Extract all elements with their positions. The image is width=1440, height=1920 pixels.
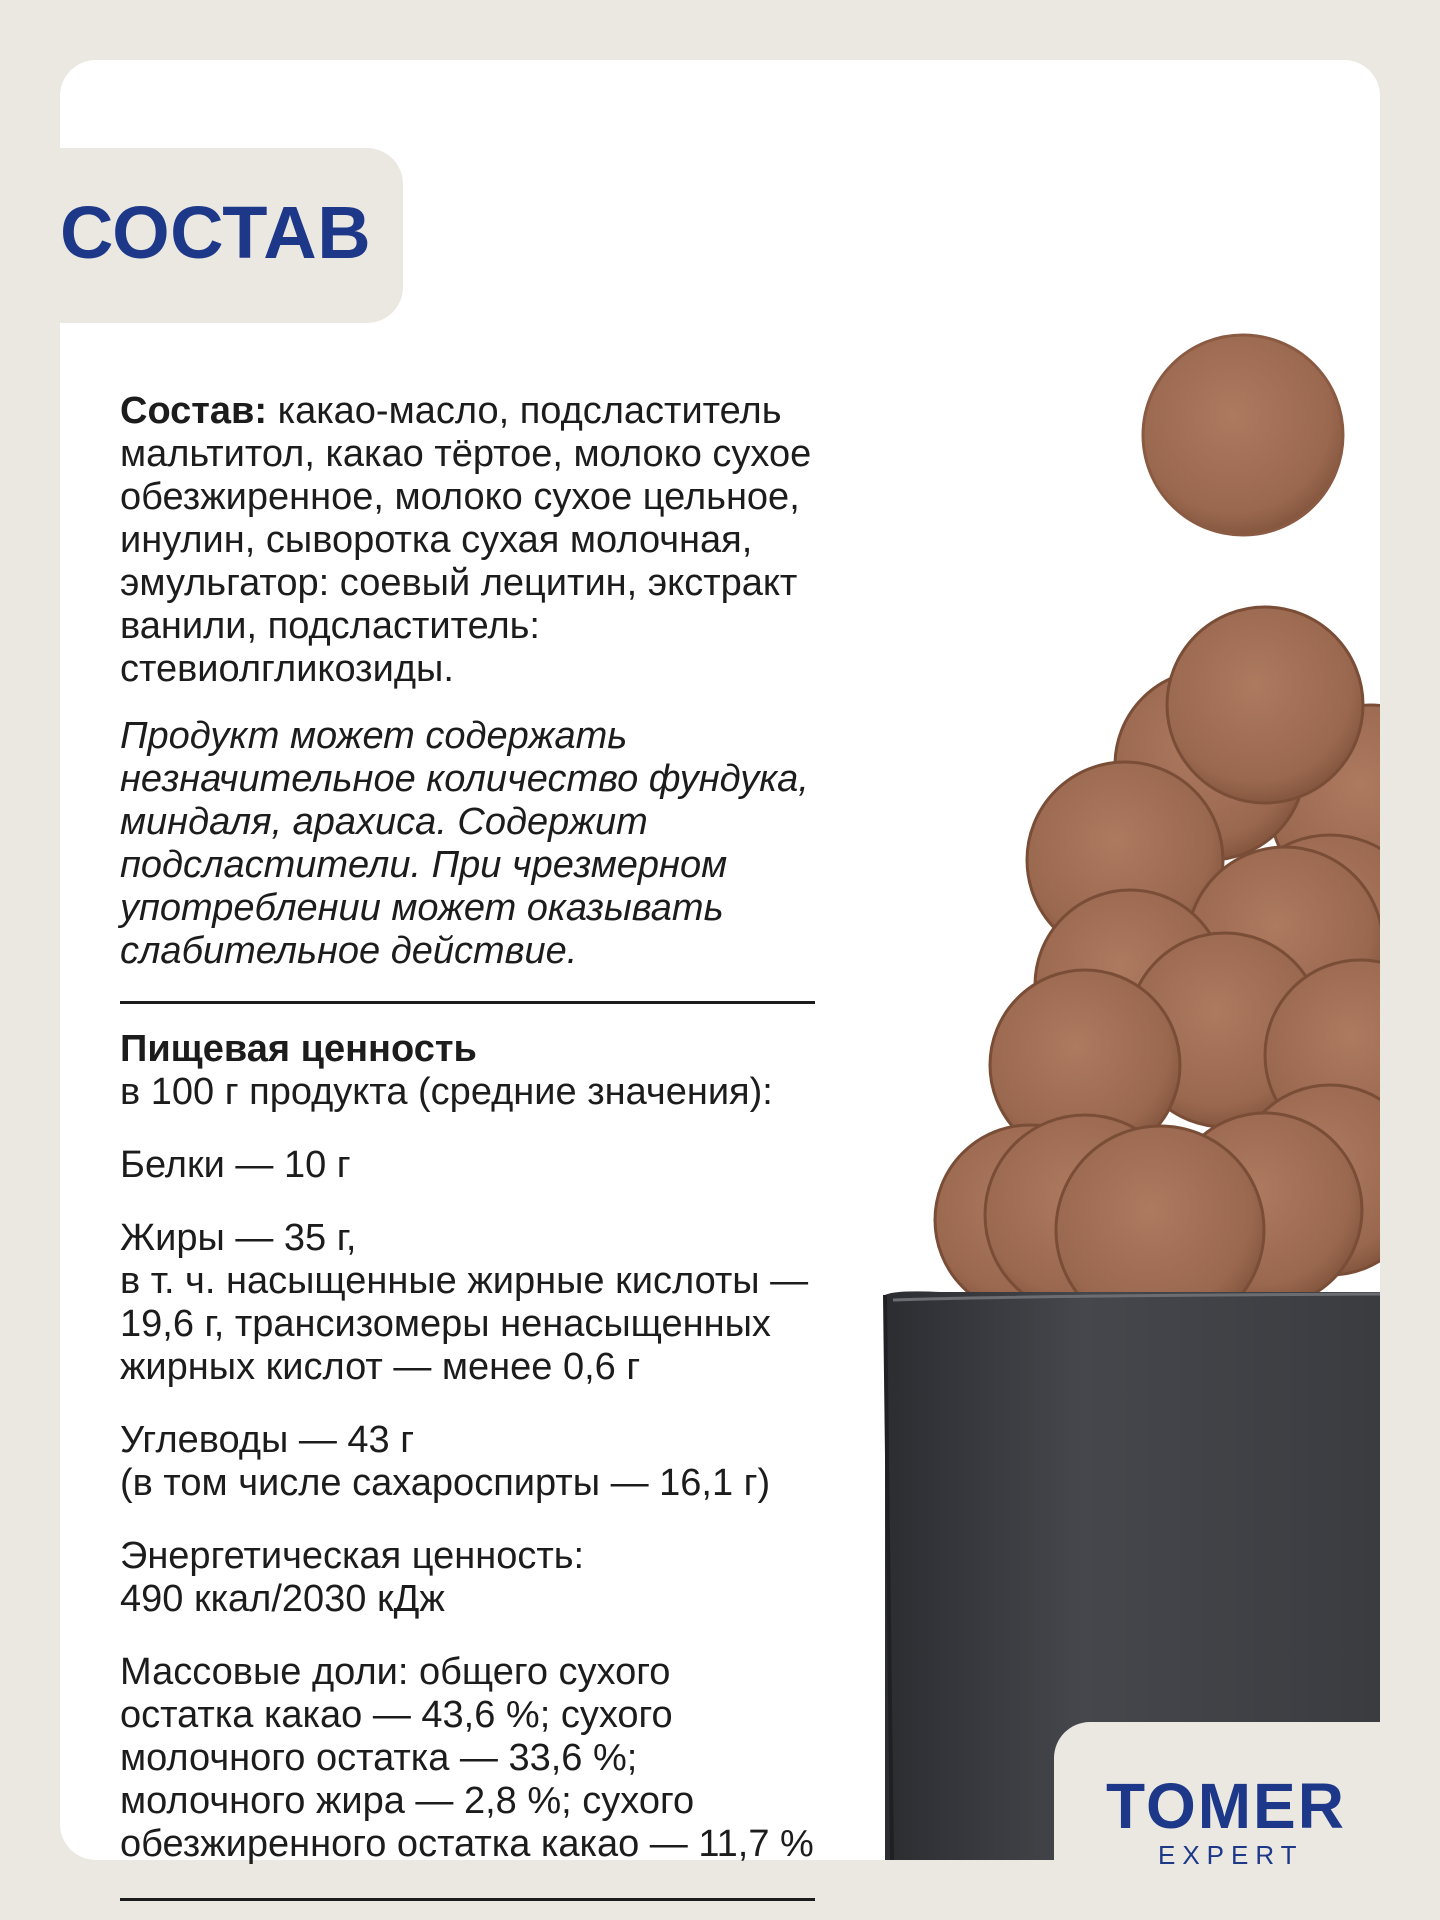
- mass-fraction-line: молочного жира — 2,8 %; сухого: [120, 1780, 695, 1822]
- composition-ingredients: какао-масло, подсластитель мальтитол, какао тёртое, молоко сухое обезжиренное, молоко сухое цельное, инулин, сыворотка сухая молочная, эмульгатор: соевый лецитин, экстракт ванили, подсластитель: стевиолгликозиды.: [120, 390, 812, 690]
- brand-subname: EXPERT: [1158, 1840, 1304, 1870]
- divider-top: [120, 1001, 815, 1004]
- nutrition-fat-detail: жирных кислот — менее 0,6 г: [120, 1346, 641, 1388]
- mass-fraction-line: Массовые доли: общего сухого: [120, 1651, 671, 1693]
- nutrition-energy-label: Энергетическая ценность:: [120, 1535, 585, 1577]
- nutrition-fat-detail: в т. ч. насыщенные жирные кислоты —: [120, 1260, 809, 1302]
- chocolate-pile: [935, 607, 1440, 1334]
- nutrition-carbs-detail: (в том числе сахароспирты — 16,1 г): [120, 1462, 771, 1504]
- nutrition-fat-detail: 19,6 г, трансизомеры ненасыщенных: [120, 1303, 771, 1345]
- mass-fraction-line: остатка какао — 43,6 %; сухого: [120, 1694, 673, 1736]
- nutrition-subtitle: в 100 г продукта (средние значения):: [120, 1071, 773, 1113]
- brand-name: TOMER: [1106, 1770, 1346, 1842]
- nutrition-title: Пищевая ценность: [120, 1028, 477, 1070]
- brand-logo: [1054, 1722, 1380, 1870]
- divider-bottom: [120, 1898, 815, 1901]
- mass-fraction-line: молочного остатка — 33,6 %;: [120, 1737, 638, 1779]
- composition-label: Состав:: [120, 390, 268, 432]
- nutrition-energy-value: 490 ккал/2030 кДж: [120, 1578, 445, 1620]
- nutrition-carbs: Углеводы — 43 г: [120, 1419, 415, 1461]
- composition-text: [120, 390, 840, 691]
- nutrition-fat: Жиры — 35 г,: [120, 1217, 357, 1259]
- composition-block: [120, 390, 840, 1901]
- chocolate-drop: [1143, 335, 1343, 535]
- allergen-warning: Продукт может содержать незначительное количество фундука, миндаля, арахиса. Содержит подсластители. При чрезмерном употреблении может оказывать слабительное действие.: [120, 715, 809, 972]
- nutrition-protein: Белки — 10 г: [120, 1144, 351, 1186]
- mass-fraction-line: обезжиренного остатка какао — 11,7 %: [120, 1823, 814, 1865]
- page-title: СОСТАВ: [60, 191, 372, 274]
